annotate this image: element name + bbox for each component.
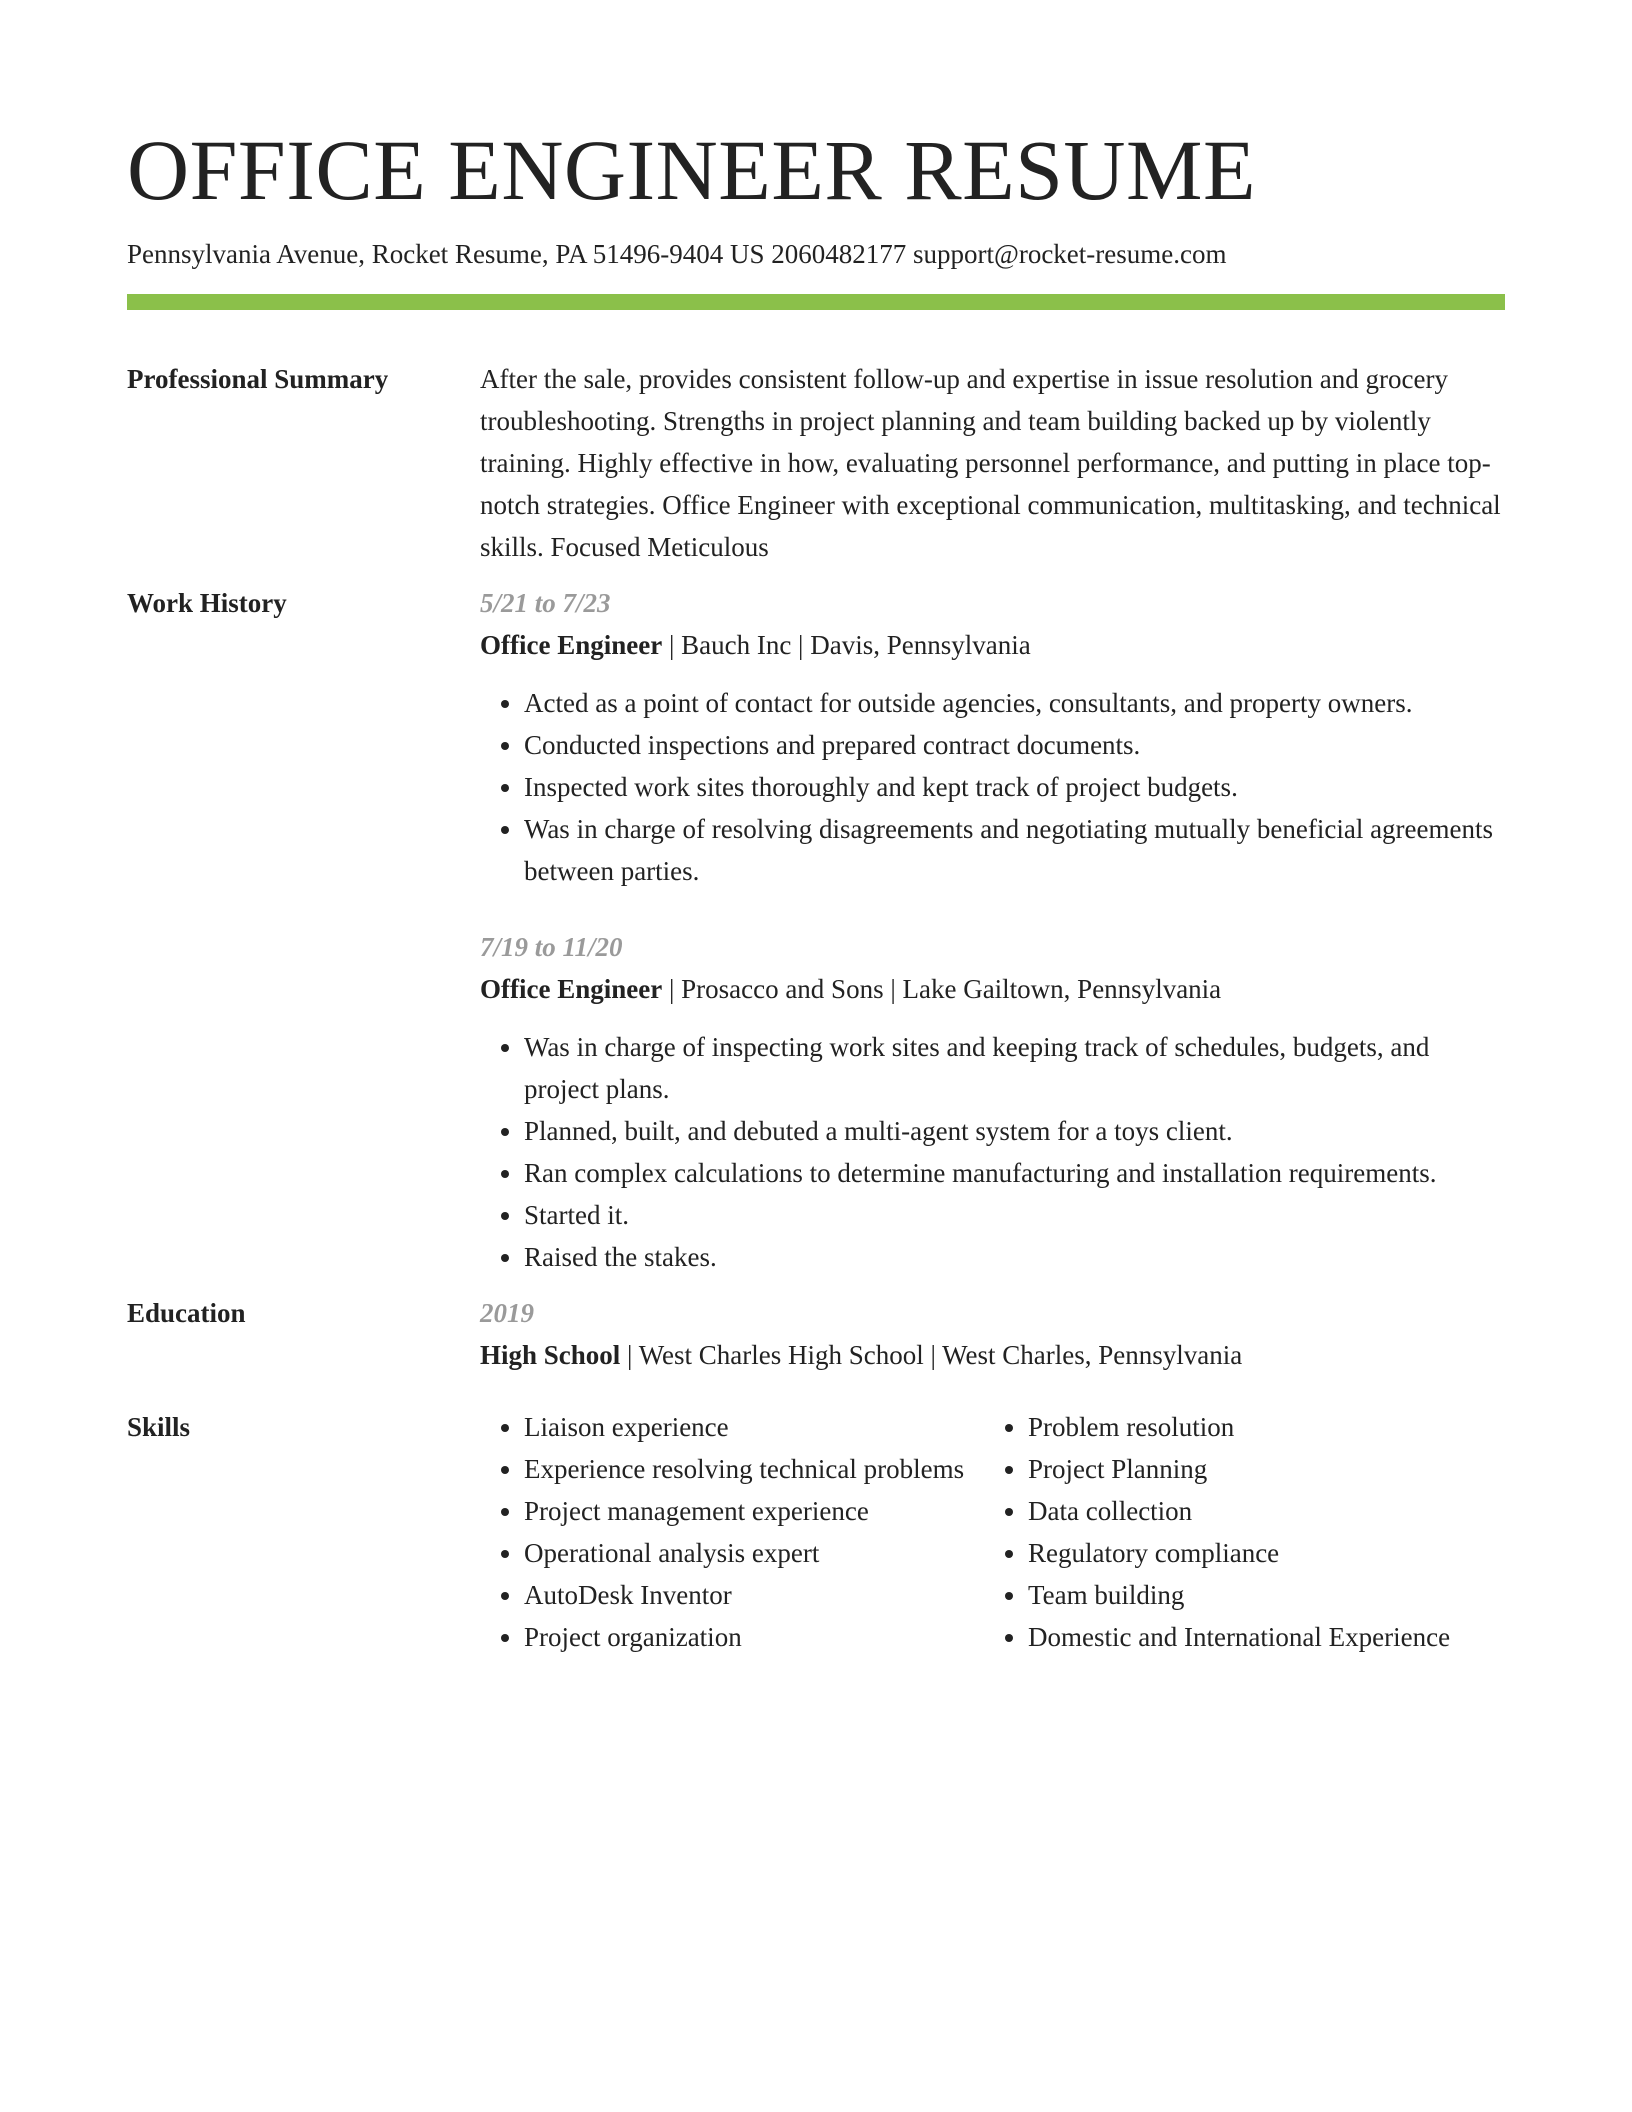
- job-bullet: • Was in charge of inspecting work sites and keeping track of schedules, budgets, and project plans.: [524, 1026, 1505, 1110]
- summary-section: [127, 358, 1505, 568]
- skill-item: • Operational analysis expert: [524, 1532, 984, 1574]
- skills-heading: Skills: [127, 1412, 191, 1442]
- education-details: | West Charles High School | West Charles, Pennsylvania: [620, 1340, 1243, 1370]
- education-section: [127, 1292, 1505, 1376]
- job-title-line: [480, 968, 1505, 1010]
- skill-item: • AutoDesk Inventor: [524, 1574, 984, 1616]
- contact-line: [127, 236, 1505, 272]
- job-company-location: | Prosacco and Sons | Lake Gailtown, Pennsylvania: [662, 974, 1222, 1004]
- jobs-list: [480, 582, 1505, 1278]
- skills-section: [127, 1406, 1505, 1658]
- skill-item: • Project management experience: [524, 1490, 984, 1532]
- job-bullet: • Conducted inspections and prepared contract documents.: [524, 724, 1505, 766]
- job-bullet: • Started it.: [524, 1194, 1505, 1236]
- job-bullet: • Raised the stakes.: [524, 1236, 1505, 1278]
- skill-item: • Problem resolution: [1028, 1406, 1505, 1448]
- education-year: 2019: [480, 1298, 534, 1328]
- skill-item: • Team building: [1028, 1574, 1505, 1616]
- resume-title: OFFICE ENGINEER RESUME: [127, 122, 1257, 218]
- contact-email: support@rocket-resume.com: [912, 239, 1227, 269]
- education-heading: Education: [127, 1298, 246, 1328]
- job-bullet: • Inspected work sites thoroughly and kept track of project budgets.: [524, 766, 1505, 808]
- summary-text: After the sale, provides consistent follow-up and expertise in issue resolution and grocery troubleshooting. Strengths in project planning and team building backed up by violently training. Highly effective in how, evaluating personnel performance, and putting in place top-notch strategies. Office Engineer with exceptional communication, multitasking, and technical skills. Focused Meticulous: [480, 364, 1501, 562]
- education-degree: High School: [480, 1340, 621, 1370]
- skill-item: • Project Planning: [1028, 1448, 1505, 1490]
- work-history-heading: Work History: [127, 588, 287, 618]
- job-title-line: [480, 624, 1505, 666]
- skill-item: • Project organization: [524, 1616, 984, 1658]
- skill-item: • Experience resolving technical problems: [524, 1448, 984, 1490]
- contact-address: Pennsylvania Avenue, Rocket Resume, PA 51496-9404 US: [127, 239, 765, 269]
- job-role: Office Engineer: [480, 974, 663, 1004]
- skill-item: • Regulatory compliance: [1028, 1532, 1505, 1574]
- job-entry: [480, 582, 1505, 892]
- job-bullets: [480, 682, 1505, 892]
- skill-item: • Liaison experience: [524, 1406, 984, 1448]
- job-role: Office Engineer: [480, 630, 663, 660]
- job-bullets: [480, 1026, 1505, 1278]
- job-dates: 7/19 to 11/20: [480, 932, 623, 962]
- skills-list-left: [480, 1406, 984, 1658]
- job-bullet: • Ran complex calculations to determine manufacturing and installation requirements.: [524, 1152, 1505, 1194]
- job-entry: [480, 926, 1505, 1278]
- resume-page: [127, 118, 1505, 1658]
- job-bullet: • Was in charge of resolving disagreements and negotiating mutually beneficial agreements between parties.: [524, 808, 1505, 892]
- job-company-location: | Bauch Inc | Davis, Pennsylvania: [662, 630, 1031, 660]
- skills-columns: [480, 1406, 1505, 1658]
- job-bullet: • Planned, built, and debuted a multi-agent system for a toys client.: [524, 1110, 1505, 1152]
- contact-phone: 2060482177: [771, 239, 907, 269]
- skill-item: • Data collection: [1028, 1490, 1505, 1532]
- summary-heading: Professional Summary: [127, 364, 389, 394]
- job-dates: 5/21 to 7/23: [480, 588, 611, 618]
- skill-item: • Domestic and International Experience: [1028, 1616, 1505, 1658]
- education-line: [480, 1334, 1505, 1376]
- accent-divider: [127, 294, 1505, 310]
- job-bullet: • Acted as a point of contact for outside agencies, consultants, and property owners.: [524, 682, 1505, 724]
- work-history-section: [127, 582, 1505, 1278]
- skills-list-right: [984, 1406, 1505, 1658]
